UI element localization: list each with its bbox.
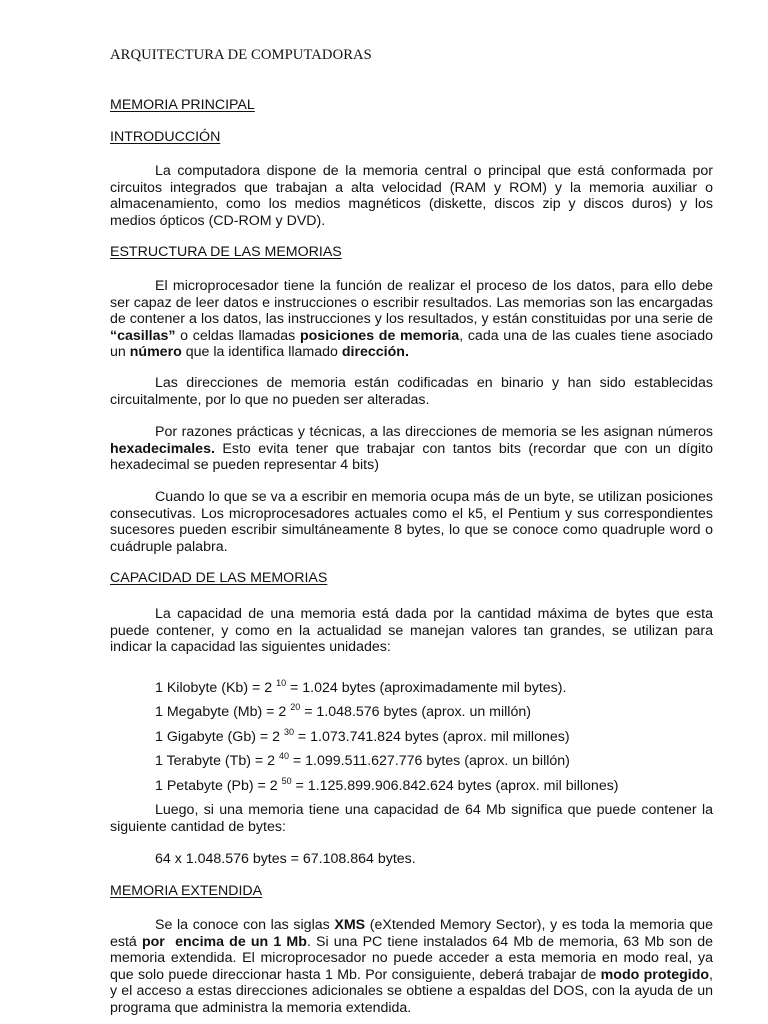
text-line: Luego, si una memoria tiene una capacidad de 64 Mb significa que puede contener la [155,802,713,818]
unit-kilobyte [155,680,566,697]
text-line: Cuando lo que se va a escribir en memoria ocupa más de un byte, se utilizan posiciones [155,489,713,505]
paragraph-introduccion [110,163,713,229]
text-run: , [709,966,713,983]
text-line: siguiente cantidad de bytes: [110,818,286,835]
text-line: almacenamiento, como los medios magnéticos (diskette, discos zip y discos duros) y los [110,196,713,212]
text-run: , cada una de las cuales tiene asociado [459,327,713,344]
text-line [110,917,713,934]
unit-text: = 1.048.576 bytes (aprox. un millón) [300,704,531,720]
text-run: o celdas llamadas [175,327,300,344]
bold-term: dirección. [341,344,409,360]
bold-term: posiciones de memoria [299,327,460,344]
text-line: consecutivas. Los microprocesadores actuales como el k5, el Pentium y sus correspondientes [110,505,713,522]
unit-text: 1 Terabyte (Tb) = 2 [155,753,279,769]
text-run: que la identifica llamado [181,344,342,360]
unit-text: 1 Petabyte (Pb) = 2 [155,778,282,794]
unit-list [110,680,713,800]
text-line: de contener a los datos, las instrucciones y los resultados, y están constituidas por una serie de [110,311,713,327]
unit-text: = 1.024 bytes (aproximadamente mil bytes). [286,680,567,696]
bold-term: hexadecimales. [110,440,215,457]
exponent: 30 [283,727,294,737]
bold-term: modo protegido [600,966,710,983]
unit-gigabyte [155,729,570,746]
text-line [110,441,713,458]
exponent: 40 [278,751,289,761]
bold-term: “casillas” [110,327,176,344]
text-run: (eXtended Memory Sector), y es toda la memoria que [365,917,713,933]
unit-text: 1 Megabyte (Mb) = 2 [155,704,291,720]
text-line: puede contener, y como en la actualidad se manejan valores tan grandes, se utilizan para [110,622,713,639]
text-run: está [110,933,142,950]
text-line: medios ópticos (CD-ROM y DVD). [110,212,326,229]
paragraph-capacidad-2 [110,802,713,835]
text-line: memoria extendida. El microprocesador no puede acceder a esta memoria en modo real, ya [110,950,713,966]
bold-term: número [129,344,182,360]
unit-text: = 1.073.741.824 bytes (aprox. mil millones) [293,729,570,745]
text-line: Por razones prácticas y técnicas, a las direcciones de memoria se les asignan números [155,424,713,440]
text-run: un [110,344,130,360]
unit-text: 1 Kilobyte (Kb) = 2 [155,680,277,696]
bold-term: por encima de un 1 Mb [141,933,307,950]
unit-petabyte [155,778,619,795]
paragraph-estructura-4 [110,489,713,555]
paragraph-extendida [110,917,713,1016]
section-heading-capacidad: CAPACIDAD DE LAS MEMORIAS [110,570,328,586]
text-line: La computadora dispone de la memoria central o principal que está conformada por [155,163,713,179]
section-heading-estructura: ESTRUCTURA DE LAS MEMORIAS [110,244,342,260]
text-line [110,344,713,361]
unit-text: = 1.125.899.906.842.624 bytes (aprox. mil billones) [291,778,619,794]
text-run: . Si una PC tiene instalados 64 Mb de memoria, 63 Mb son de [306,933,713,950]
exponent: 50 [281,776,292,786]
unit-megabyte [155,704,531,721]
text-line: sucesores pueden escribir simultáneamente 8 bytes, lo que se conoce como quadruple word o [110,522,713,538]
text-line [110,934,713,951]
paragraph-estructura-3 [110,424,713,474]
formula-line: 64 x 1.048.576 bytes = 67.108.864 bytes. [155,851,416,867]
text-line: La capacidad de una memoria está dada por la cantidad máxima de bytes que esta [155,606,713,622]
text-line: y el acceso a estas direcciones adicionales se obtiene a espaldas del DOS, con la ayuda de un [110,983,713,999]
bold-term: XMS [334,917,366,933]
section-heading-memoria-principal: MEMORIA PRINCIPAL [110,97,255,113]
paragraph-estructura-2 [110,375,713,408]
paragraph-estructura-1 [110,278,713,361]
text-line: ser capaz de leer datos e instrucciones o escribir resultados. Las memorias son las encargadas [110,294,713,311]
text-line: hexadecimal se pueden representar 4 bits) [110,457,379,473]
text-line: programa que administra la memoria extendida. [110,999,412,1016]
exponent: 20 [290,702,301,712]
text-line [110,967,713,984]
text-line [110,328,713,345]
text-line: indicar la capacidad las siguientes unidades: [110,639,391,655]
text-line: circuitalmente, por lo que no pueden ser alteradas. [110,391,430,408]
section-heading-introduccion: INTRODUCCIÓN [110,129,221,145]
text-run: Esto evita tener que trabajar con tantos bits (recordar que con un dígito [214,440,713,457]
paragraph-capacidad-1 [110,606,713,656]
text-line: cuádruple palabra. [110,538,228,555]
text-line: El microprocesador tiene la función de realizar el proceso de los datos, para ello debe [155,278,713,294]
unit-text: = 1.099.511.627.776 bytes (aprox. un billón) [288,753,570,769]
unit-terabyte [155,753,570,770]
text-line: circuitos integrados que trabajan a alta velocidad (RAM y ROM) y la memoria auxiliar o [110,179,713,196]
text-run: que solo puede direccionar hasta 1 Mb. Por consiguiente, deberá trabajar de [110,966,601,983]
document-title: ARQUITECTURA DE COMPUTADORAS [110,47,372,63]
exponent: 10 [276,678,287,688]
section-heading-extendida: MEMORIA EXTENDIDA [110,883,263,899]
unit-text: 1 Gigabyte (Gb) = 2 [155,729,284,745]
text-line: Las direcciones de memoria están codificadas en binario y han sido establecidas [155,375,713,391]
text-run: Se la conoce con las siglas [155,917,335,933]
